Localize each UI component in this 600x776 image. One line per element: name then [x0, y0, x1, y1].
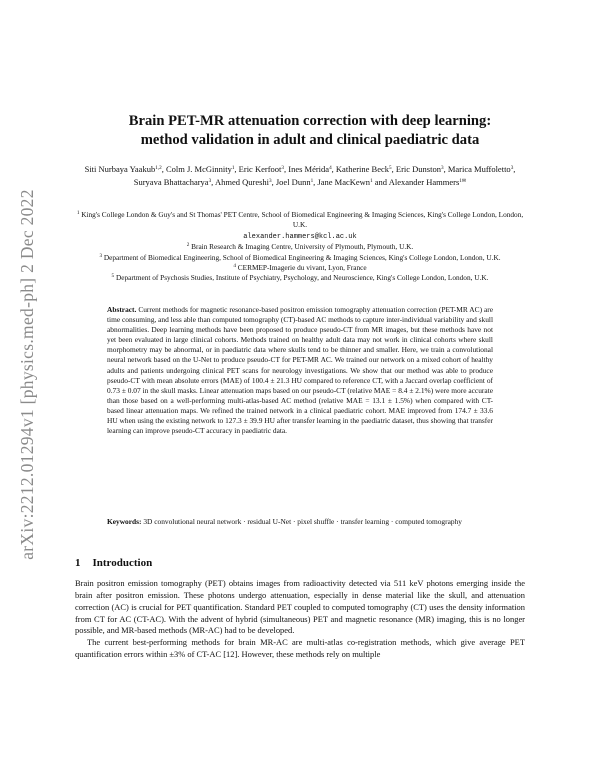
- keywords-text: 3D convolutional neural network · residual U-Net · pixel shuffle · transfer learning · computed tomography: [143, 517, 462, 526]
- intro-paragraph-2: The current best-performing methods for brain MR-AC are multi-atlas co-registration methods, which give average PET quantification errors within ±3% of CT-AC [12]. However, these methods rely on multiple: [75, 637, 525, 660]
- author-affiliation-marker: 3: [510, 165, 514, 171]
- title-line-1: Brain PET-MR attenuation correction with deep learning:: [128, 113, 492, 129]
- author-affiliation-marker: 1: [370, 177, 373, 184]
- author-list: Siti Nurbaya Yaakub$^{1,2}$, Colm J. McGinnity$^1$, Eric Kerfoot$^3$, Ines Mérida$^4$, Katherine Beck$^5$, Eric Dunston$^3$, Marica Muffoletto$^3$, Suryava Bhattacharya$^3$, Ahmed Qureshi$^3$, Joel Dunn$^1$, Jane MacKewn$^1$ and Alexander Hammers$^{1✉}$: [84, 164, 516, 187]
- affiliation-5: [72, 273, 528, 283]
- affiliation-2: [72, 242, 528, 252]
- affiliation-5-marker: 5: [111, 273, 115, 280]
- author-affiliation-marker: 1✉: [459, 177, 467, 184]
- affiliation-1-marker: 1: [76, 210, 80, 216]
- author-name: Suryava Bhattacharya: [133, 176, 209, 187]
- author-name: Eric Kerfoot: [238, 164, 282, 174]
- author-name: Siti Nurbaya Yaakub: [84, 164, 156, 174]
- intro-paragraph-1: Brain positron emission tomography (PET) obtains images from radioactivity detected via 511 keV photons emerging inside the brain after positron emission. These photons undergo attenuation, especially in dense material like the skull, and attenuation correction (AC) is crucial for PET quantification. Standard PET coupled to computed tomography (CT) uses the density information from CT for AC (CT-AC). With the advent of hybrid (simultaneous) PET and magnetic resonance (MR) imaging, this is no longer possible, and MR-based methods (MR-AC) had to be developed.: [75, 578, 525, 636]
- affiliation-3: [72, 253, 528, 263]
- author-affiliation-marker: 1: [310, 177, 314, 184]
- author-name: Colm J. McGinnity: [165, 164, 232, 174]
- affiliation-4-marker: 4: [233, 263, 236, 270]
- author-affiliation-marker: 1,2: [155, 165, 162, 171]
- author-name: Katherine Beck: [335, 164, 390, 174]
- corresponding-email[interactable]: alexander.hammers@kcl.ac.uk: [243, 232, 357, 241]
- arxiv-stamp: [14, 150, 40, 598]
- affiliation-list: [72, 210, 528, 284]
- author-name: Eric Dunston: [395, 164, 441, 174]
- keywords-label: Keywords:: [107, 517, 142, 526]
- author-affiliation-marker: 1: [231, 165, 235, 171]
- affiliation-5-text: Department of Psychosis Studies, Institute of Psychiatry, Psychology, and Neuroscience, King's College London, London, U.K.: [115, 273, 489, 283]
- affiliation-1-text: King's College London & Guy's and St Thomas' PET Centre, School of Biomedical Engineering & Imaging Sciences, King's College London, London, U.K.: [81, 210, 524, 230]
- author-name: Ines Mérida: [288, 164, 330, 174]
- paper-title: [60, 112, 560, 150]
- affiliation-2-text: Brain Research & Imaging Centre, University of Plymouth, Plymouth, U.K.: [191, 242, 414, 252]
- author-affiliation-marker: 5: [389, 165, 392, 171]
- author-affiliation-marker: 3: [440, 165, 444, 171]
- arxiv-stamp-text: arXiv:2212.01294v1 [physics.med-ph] 2 Dec 2022: [16, 188, 37, 560]
- abstract-label: Abstract.: [107, 305, 137, 314]
- section-number: 1: [75, 557, 81, 569]
- author-name: Joel Dunn: [275, 176, 311, 187]
- affiliation-3-marker: 3: [99, 252, 103, 259]
- author-name: Alexander Hammers: [388, 176, 460, 187]
- affiliation-2-marker: 2: [186, 242, 190, 249]
- section-title: Introduction: [92, 557, 153, 569]
- affiliation-1: [72, 210, 528, 242]
- abstract-text: Current methods for magnetic resonance-based positron emission tomography attenuation correction (PET-MR AC) are time consuming, and less able than computed tomography (CT)-based AC methods to capture inter-individual variability and skull abnormalities. Deep learning methods have been proposed to produce pseudo-CT from MR images, but these methods have not yet been evaluated in large clinical cohorts. Methods trained on healthy adult data may not work in clinical cohorts where skull morphometry may be abnormal, or in paediatric data where skulls tend to be thinner and smaller. Here, we train a convolutional neural network based on the U-Net to produce pseudo-CT for PET-MR AC. We trained our network on a mixed cohort of healthy adults and patients undergoing clinical PET scans for neurology investigations. We show that our method was able to produce pseudo-CT with mean absolute errors (MAE) of 100.4 ± 21.3 HU compared to reference CT, with a Jaccard overlap coefficient of 0.73 ± 0.07 in the skull masks. Linear attenuation maps based on our pseudo-CT (relative MAE = 8.4 ± 2.1%) were more accurate than those based on a well-performing multi-atlas-based AC method (relative MAE = 13.1 ± 1.5%) when compared with CT-based linear attenuation maps. We refined the trained network in a clinical paediatric cohort. MAE improved from 174.7 ± 33.6 HU when using the existing network to 127.3 ± 39.9 HU after transfer learning in the paediatric dataset, thus showing that transfer learning can improve pseudo-CT accuracy in paediatric data.: [107, 305, 493, 436]
- abstract: [107, 305, 493, 436]
- affiliation-3-text: Department of Biomedical Engineering, School of Biomedical Engineering & Imaging Sciences, King's College London, London, U.K.: [103, 252, 501, 262]
- keywords: [107, 517, 493, 527]
- author-name: Marica Muffoletto: [447, 164, 511, 174]
- author-join-word: and: [374, 176, 388, 187]
- author-affiliation-marker: 3: [269, 177, 272, 184]
- affiliation-4-text: CERMEP-Imagerie du vivant, Lyon, France: [237, 263, 367, 273]
- affiliation-4: [72, 263, 528, 273]
- author-affiliation-marker: 3: [281, 165, 284, 171]
- section-heading-introduction: [75, 557, 152, 569]
- author-name: Jane MacKewn: [317, 176, 371, 187]
- author-affiliation-marker: 3: [208, 177, 212, 184]
- introduction-body: [75, 578, 525, 661]
- author-name: Ahmed Qureshi: [214, 176, 270, 187]
- title-line-2: method validation in adult and clinical paediatric data: [140, 132, 480, 148]
- author-affiliation-marker: 4: [329, 165, 332, 171]
